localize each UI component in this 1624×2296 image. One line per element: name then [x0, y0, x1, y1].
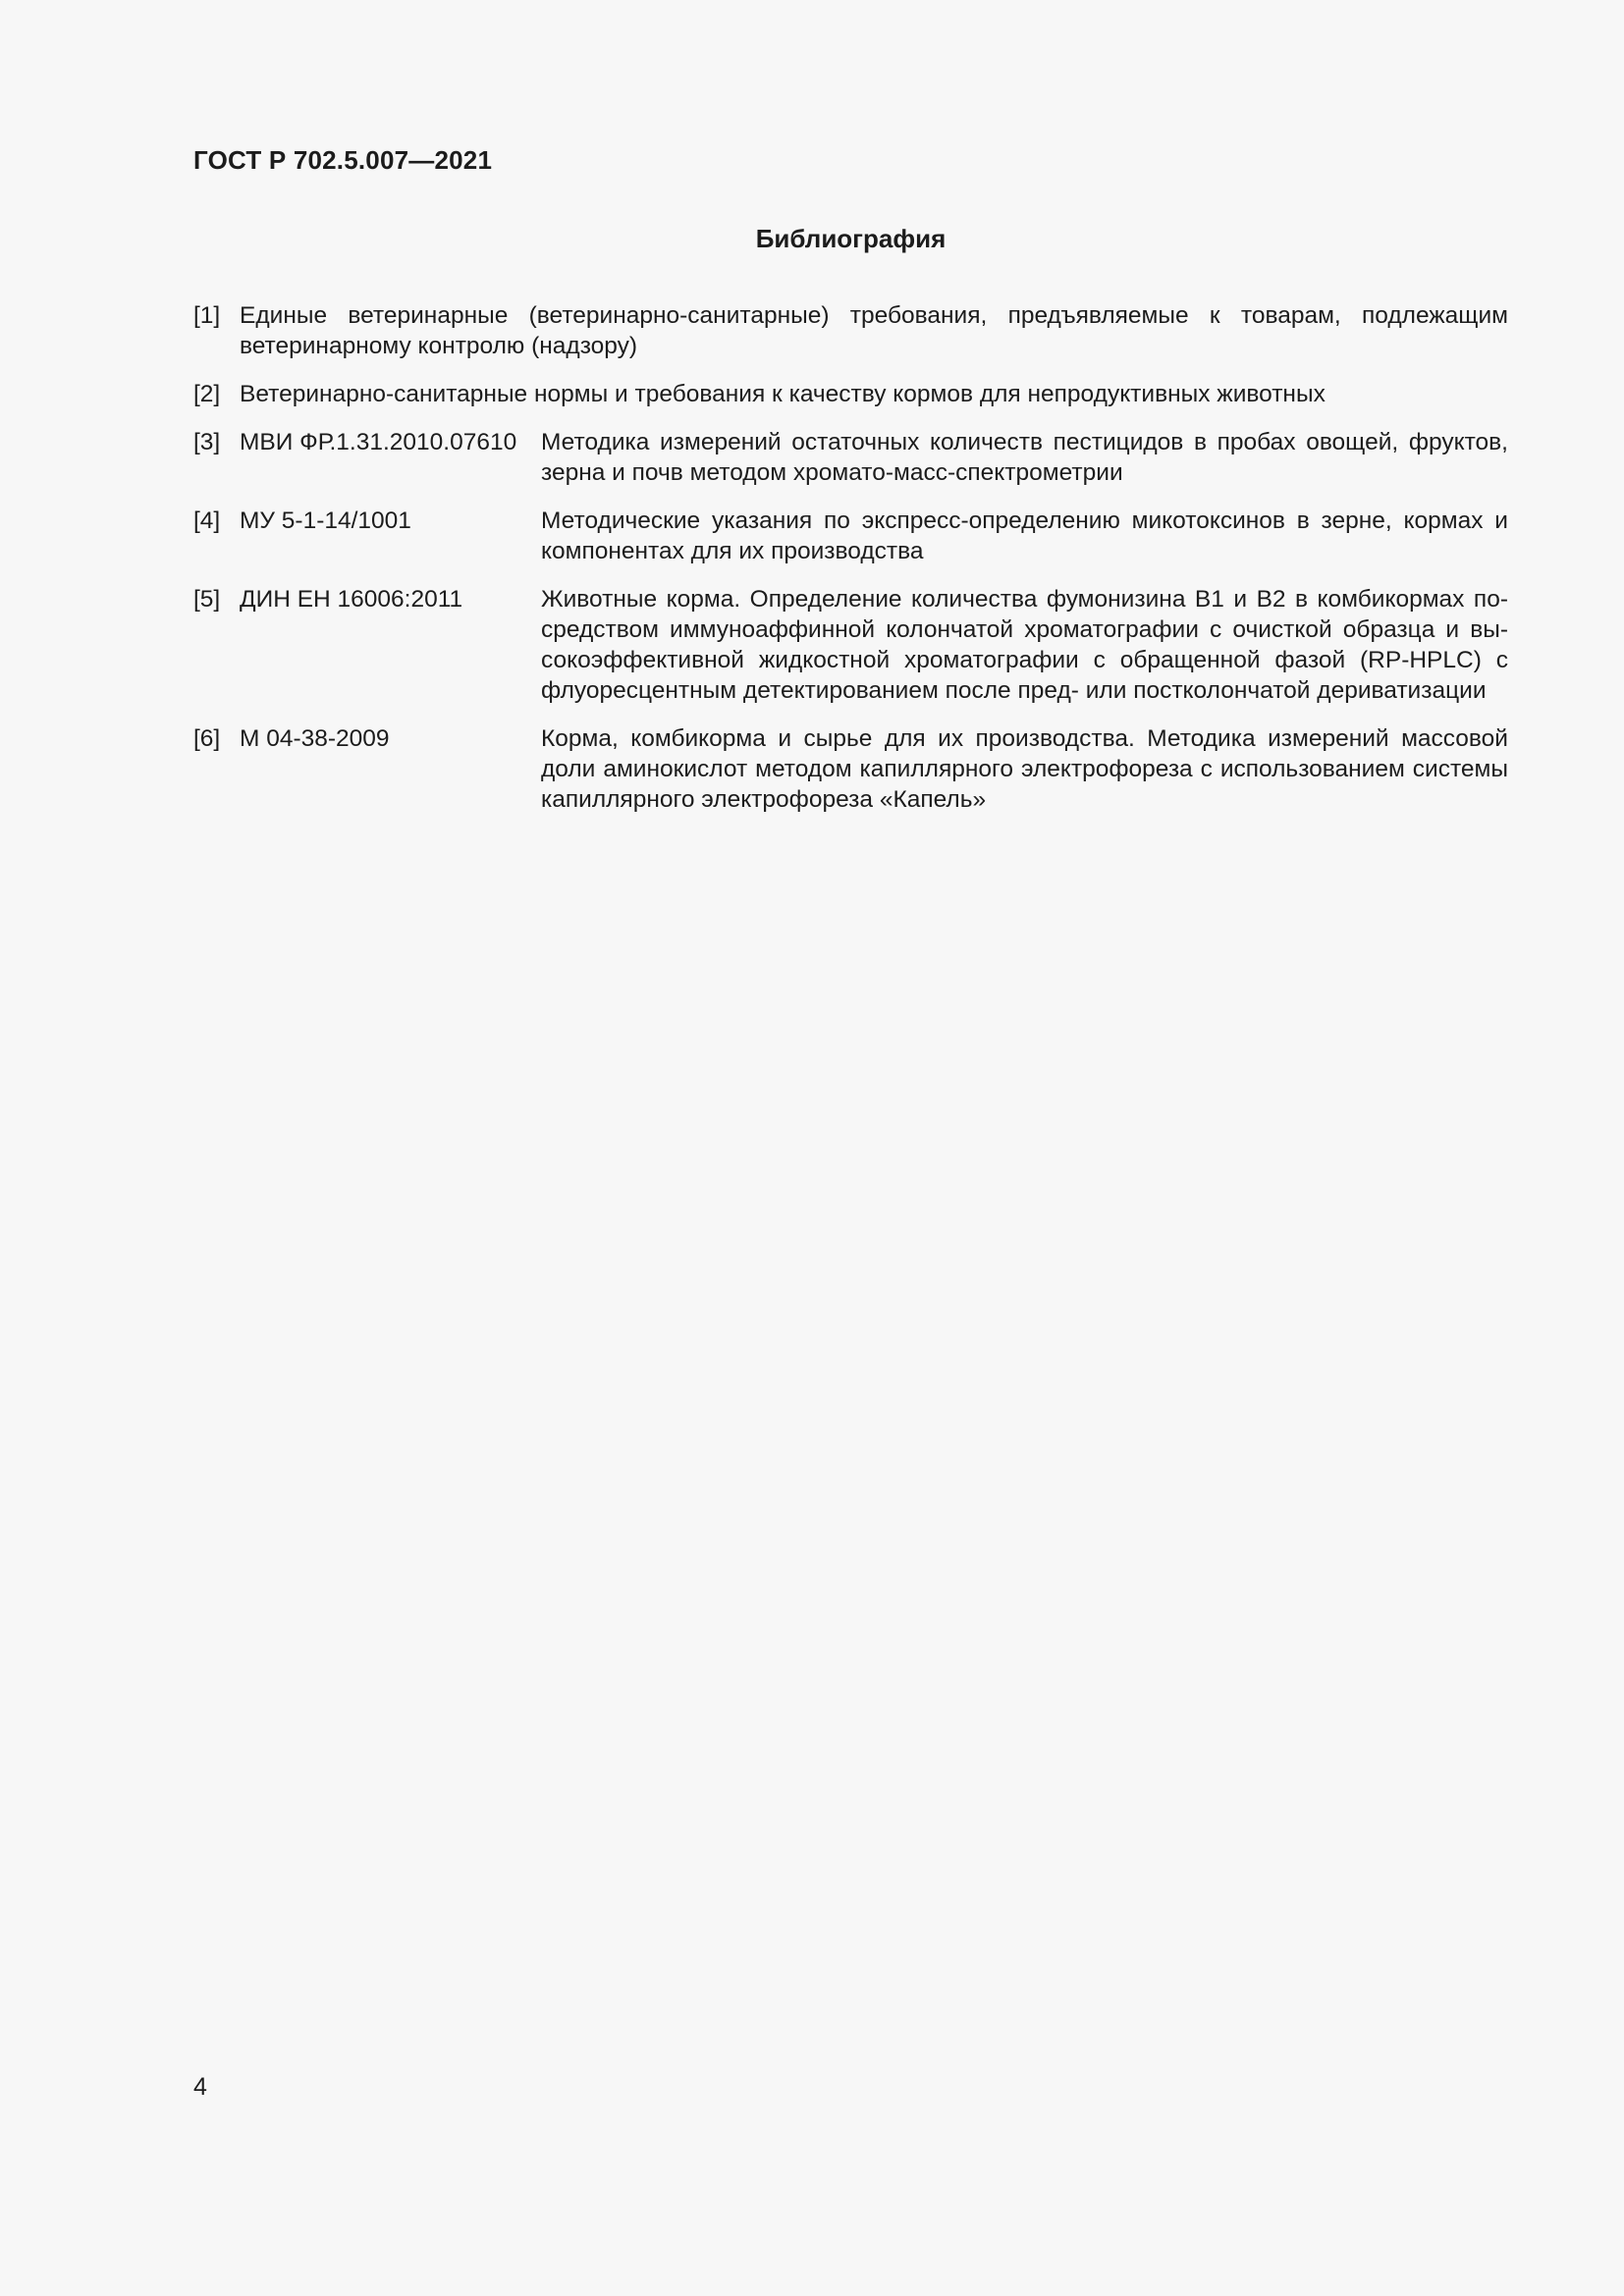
- bibliography-entry-2: [193, 379, 1508, 409]
- entry-title: Корма, комбикорма и сырье для их производства. Методика измерений массовой доли аминокислот методом капиллярного электрофореза с использованием системы капиллярного электрофореза «Капель»: [541, 725, 1508, 813]
- entry-number: [2]: [193, 381, 221, 407]
- entry-number: [5]: [193, 586, 221, 613]
- entry-number: [4]: [193, 507, 221, 534]
- entry-code: М 04-38-2009: [240, 725, 390, 752]
- entry-code: МУ 5-1-14/1001: [240, 507, 411, 534]
- entry-code: МВИ ФР.1.31.2010.07610: [240, 429, 517, 455]
- entry-code: ДИН ЕН 16006:2011: [240, 586, 463, 613]
- page-number: 4: [193, 2073, 207, 2101]
- entry-title: Животные корма. Определение количества фумонизина В1 и В2 в комбикормах посредством иммуноаффинной колончатой хроматографии с очисткой образца и высокоэффективной жидкостной хроматографии с обращенной фазой (RP-HPLC) с флуоресцентным детектированием после пред- или постколончатой дериватизации: [541, 586, 1508, 704]
- entry-title: Методические указания по экспресс-определению микотоксинов в зерне, кормах и компонентах для их производства: [541, 507, 1508, 564]
- bibliography-entry-4: [193, 506, 1508, 566]
- bibliography-list: [193, 300, 1508, 832]
- bibliography-entry-6: [193, 723, 1508, 815]
- document-code: ГОСТ Р 702.5.007—2021: [193, 145, 493, 175]
- bibliography-entry-1: [193, 300, 1508, 361]
- entry-number: [6]: [193, 725, 221, 752]
- entry-title: Методика измерений остаточных количеств пестицидов в пробах овощей, фруктов, зерна и почв методом хромато-масс-спектрометрии: [541, 429, 1508, 486]
- bibliography-entry-5: [193, 584, 1508, 706]
- bibliography-title: Библиография: [755, 224, 947, 253]
- bibliography-entry-3: [193, 427, 1508, 488]
- entry-title: Единые ветеринарные (ветеринарно-санитарные) требования, предъявляемые к товарам, подлежащим ветеринарному контролю (надзору): [240, 302, 1508, 359]
- entry-number: [3]: [193, 429, 221, 455]
- entry-title: Ветеринарно-санитарные нормы и требования к качеству кормов для непродуктивных животных: [240, 381, 1326, 407]
- entry-number: [1]: [193, 302, 221, 329]
